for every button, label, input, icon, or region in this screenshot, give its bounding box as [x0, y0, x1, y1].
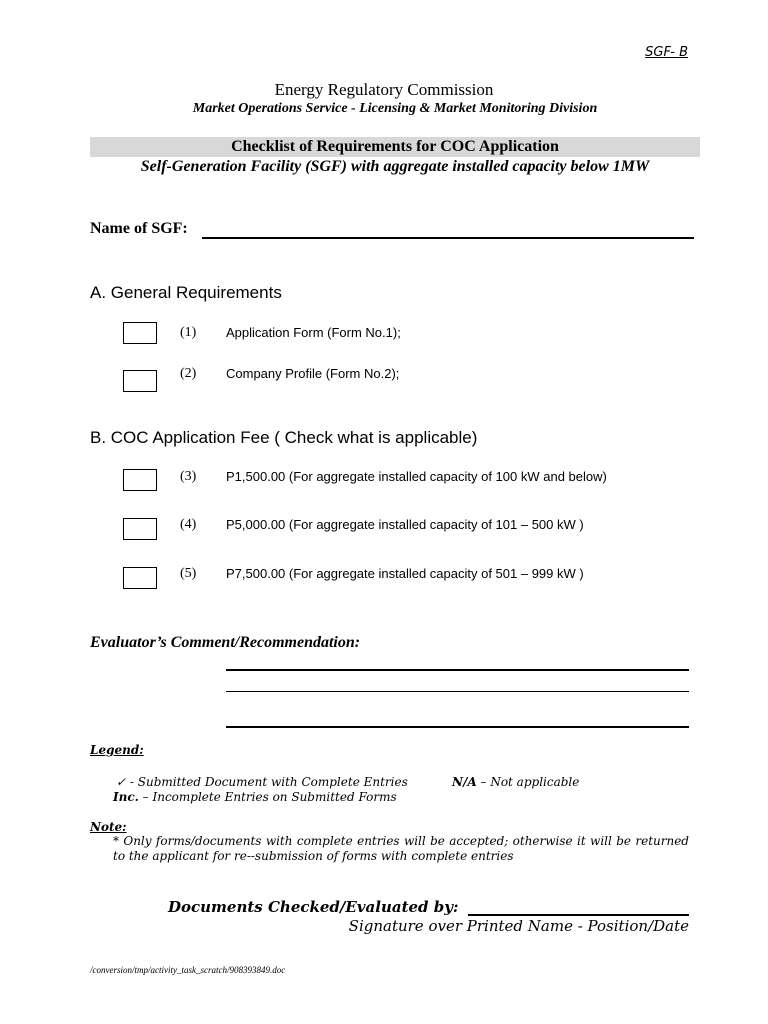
note-title: Note:: [90, 820, 127, 834]
legend-na: [452, 775, 579, 789]
legend-na-text: – Not applicable: [480, 775, 580, 789]
signature-field[interactable]: [468, 914, 689, 916]
check-mark-icon: ✓: [116, 775, 127, 789]
footer-file-path: /conversion/tmp/activity_task_scratch/908393849.doc: [90, 965, 286, 975]
item-fee-1500: P1,500.00 (For aggregate installed capacity of 100 kW and below): [226, 469, 607, 484]
section-b-heading: B. COC Application Fee ( Check what is applicable): [90, 428, 478, 447]
sgf-name-field[interactable]: [202, 237, 694, 239]
legend-submitted-text: - Submitted Document with Complete Entries: [129, 775, 408, 789]
item-number: (2): [180, 366, 197, 381]
signature-caption: Signature over Printed Name - Position/Date: [348, 917, 689, 935]
checkbox-fee-1500[interactable]: [123, 469, 157, 491]
legend-submitted: [116, 775, 408, 789]
legend-inc: [113, 790, 397, 804]
item-application-form: Application Form (Form No.1);: [226, 325, 401, 340]
item-number: (1): [180, 325, 197, 340]
checkbox-company-profile[interactable]: [123, 370, 157, 392]
legend-inc-key: Inc.: [113, 790, 139, 804]
organization-name: Energy Regulatory Commission: [274, 80, 494, 99]
sgf-name-label: Name of SGF:: [90, 220, 188, 237]
checked-by-label: Documents Checked/Evaluated by:: [168, 898, 459, 916]
item-number: (5): [180, 566, 197, 581]
form-code: SGF- B: [645, 45, 688, 60]
checklist-title: Checklist of Requirements for COC Application: [231, 138, 559, 155]
checkbox-fee-7500[interactable]: [123, 567, 157, 589]
division-name: Market Operations Service - Licensing & Market Monitoring Division: [192, 101, 598, 116]
legend-na-key: N/A: [452, 775, 477, 789]
item-fee-7500: P7,500.00 (For aggregate installed capacity of 501 – 999 kW ): [226, 566, 584, 581]
note-text: * Only forms/documents with complete entries will be accepted; otherwise it will be returned to the applicant for re--submission of forms with complete entries: [113, 834, 689, 863]
item-fee-5000: P5,000.00 (For aggregate installed capacity of 101 – 500 kW ): [226, 517, 584, 532]
item-number: (4): [180, 517, 197, 532]
legend-title: Legend:: [90, 743, 144, 757]
comment-line[interactable]: [226, 726, 689, 728]
evaluator-comment-label: Evaluator’s Comment/Recommendation:: [90, 634, 361, 651]
checkbox-fee-5000[interactable]: [123, 518, 157, 540]
section-a-heading: A. General Requirements: [90, 283, 282, 302]
checkbox-application-form[interactable]: [123, 322, 157, 344]
legend-inc-text: – Incomplete Entries on Submitted Forms: [142, 790, 397, 804]
item-company-profile: Company Profile (Form No.2);: [226, 366, 400, 381]
checklist-subtitle: Self-Generation Facility (SGF) with aggregate installed capacity below 1MW: [140, 158, 650, 175]
comment-line[interactable]: [226, 669, 689, 671]
item-number: (3): [180, 469, 197, 484]
comment-line[interactable]: [226, 691, 689, 692]
